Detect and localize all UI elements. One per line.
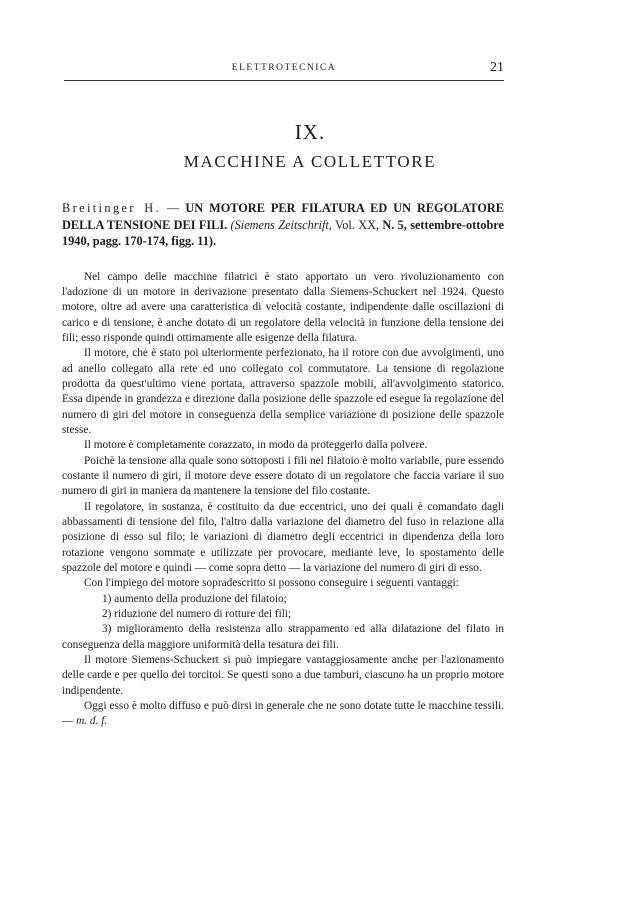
citation-volume: Vol. XX,	[331, 217, 380, 232]
paragraph: Il motore, che è stato poi ulteriormente perfezionato, ha il rotore con due avvolgimenti, uno ad anello collegato alla rete ed uno collegato col commutatore. La tensione di regolazione prodotta da quest'ultimo viene portata, attraverso spazzole mobili, all'avvolgimento statorico. Essa dipende in grandezza e direzione dalla posizione delle spazzole ed esegue la regolazione del numero di giri del motore in conseguenza della semplice variazione di posizione delle spazzole stesse.	[62, 347, 504, 436]
paragraph: Il motore Siemens-Schuckert si può impiegare vantaggiosamente anche per l'azionamento delle carde e per quello dei torcitoi. Se questi sono a due tamburi, ciascuno ha un proprio motore indipendente.	[62, 654, 504, 697]
section-title: MACCHINE A COLLETTORE	[183, 152, 437, 171]
citation-separator: —	[161, 201, 186, 215]
paragraph: Con l'impiego del motore sopradescritto si possono conseguire i seguenti vantaggi:	[84, 577, 459, 590]
article	[62, 200, 504, 730]
list-item: 1) aumento della produzione del filatoio;	[102, 592, 287, 605]
paragraph: Il motore è completamente corazzato, in modo da proteggerlo dalla polvere.	[84, 439, 428, 452]
signature: m. d. f.	[76, 715, 108, 728]
paragraph-final-text: Oggi esso è molto diffuso e può dirsi in generale che ne sono dotate tutte le macchine tessili. —	[62, 700, 504, 728]
page-header	[64, 60, 504, 81]
running-head: ELETTROTECNICA	[231, 63, 337, 73]
body-text	[62, 270, 504, 730]
paragraph: Poichè la tensione alla quale sono sottoposti i fili nel filatoio è molto variabile, pure essendo costante il numero di giri, il motore deve essere dotato di un regolatore che faccia variare il suo numero di giri in maniera da mantenere la tensione del filo costante.	[62, 454, 504, 498]
page-number: 21	[490, 60, 504, 75]
paragraph: Nel campo delle macchine filatrici è stato apportato un vero rivoluzionamento con l'adozione di un motore in derivazione presentato dalla Siemens-Schuckert nel 1924. Questo motore, oltre ad avere una caratteristica di velocità costante, indipendente dalle oscillazioni di carico e di tensione, è anche dotato di un regolatore della velocità in funzione della tensione dei fili; esso risponde quindi ottimamente alle esigenze della filatura.	[62, 270, 504, 344]
citation-author: Breitinger H.	[62, 201, 162, 215]
list-item: 2) riduzione del numero di rotture dei fili;	[102, 608, 292, 621]
paragraph: Il regolatore, in sostanza, è costituito da due eccentrici, uno dei quali è comandato dagli abbassamenti di tensione del filo, l'altro dalla variazione del diametro del fuso in relazione alla posizione di esso sul filo; le variazioni di diametro degli eccentrici in dipendenza della loro rotazione vengono sommate e utilizzate per provocare, mediante leve, lo spostamento delle spazzole del motore e quindi — come sopra detto — la variazione del numero di giri di esso.	[62, 500, 504, 575]
citation-journal: (Siemens Zeitschrift,	[230, 217, 332, 232]
advantages-list	[62, 592, 504, 653]
citation-title: UN MOTORE PER FILATURA ED UN REGOLATORE DELLA TENSIONE DEI FILI.	[62, 201, 504, 232]
citation	[62, 200, 504, 250]
citation-details: N. 5, settembre-ottobre 1940, pagg. 170-174, figg. 11).	[62, 217, 504, 248]
paragraph-final	[62, 699, 504, 730]
list-item: 3) miglioramento della resistenza allo strappamento ed alla dilatazione del filato in conseguenza della maggiore uniformità della tesatura dei fili.	[62, 623, 504, 651]
chapter-number: IX.	[294, 120, 326, 144]
